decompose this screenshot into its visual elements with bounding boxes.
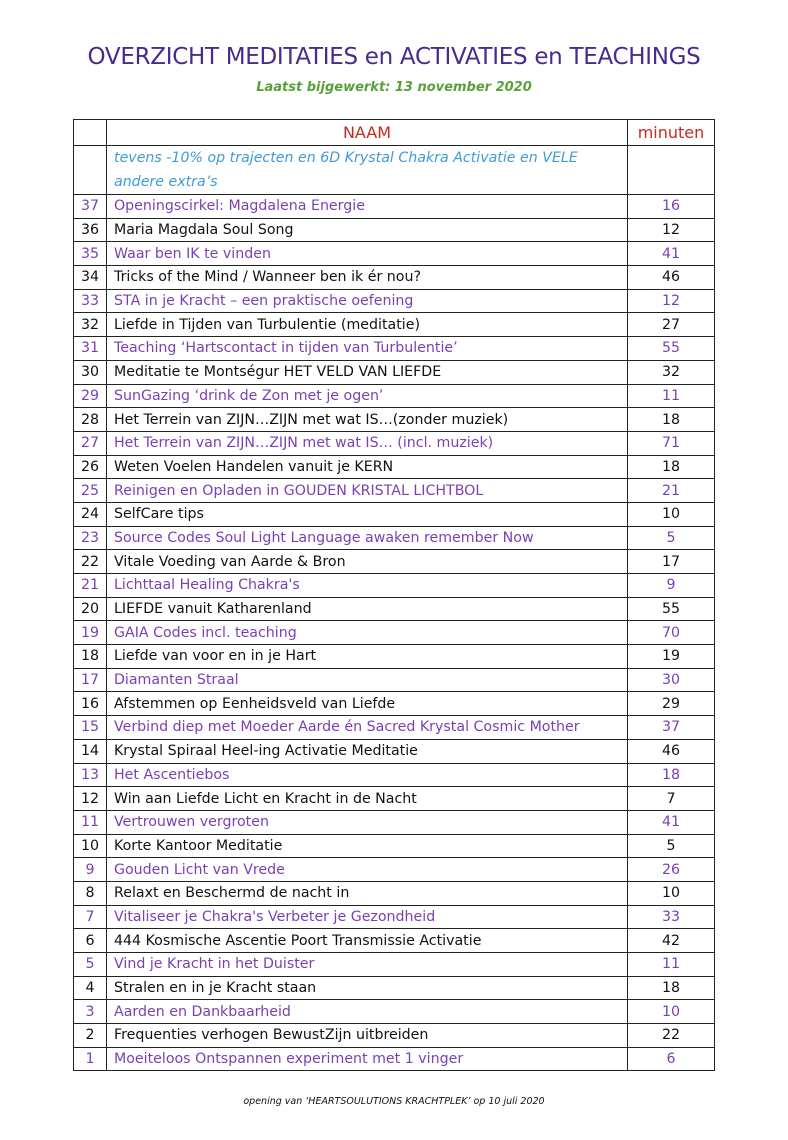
table-row <box>74 289 715 313</box>
row-minutes: 18 <box>628 763 715 787</box>
row-minutes: 10 <box>628 502 715 526</box>
header-name: NAAM <box>107 120 628 146</box>
row-number: 23 <box>74 526 107 550</box>
row-name: Diamanten Straal <box>107 668 628 692</box>
row-minutes: 30 <box>628 668 715 692</box>
row-number: 4 <box>74 976 107 1000</box>
table-row <box>74 597 715 621</box>
row-number: 15 <box>74 716 107 740</box>
table-row <box>74 384 715 408</box>
row-minutes: 32 <box>628 360 715 384</box>
row-name: Aarden en Dankbaarheid <box>107 1000 628 1024</box>
row-number: 22 <box>74 550 107 574</box>
row-number: 30 <box>74 360 107 384</box>
row-name: Source Codes Soul Light Language awaken remember Now <box>107 526 628 550</box>
table-row <box>74 337 715 361</box>
table-row <box>74 242 715 266</box>
row-minutes: 33 <box>628 905 715 929</box>
row-minutes: 70 <box>628 621 715 645</box>
row-name: Korte Kantoor Meditatie <box>107 834 628 858</box>
row-minutes: 18 <box>628 976 715 1000</box>
note-num <box>74 146 107 195</box>
row-minutes: 16 <box>628 195 715 219</box>
row-name: Stralen en in je Kracht staan <box>107 976 628 1000</box>
row-number: 17 <box>74 668 107 692</box>
row-number: 31 <box>74 337 107 361</box>
page-title: OVERZICHT MEDITATIES en ACTIVATIES en TEACHINGS <box>87 44 701 70</box>
row-number: 20 <box>74 597 107 621</box>
row-minutes: 12 <box>628 218 715 242</box>
row-name: Liefde in Tijden van Turbulentie (meditatie) <box>107 313 628 337</box>
row-minutes: 55 <box>628 337 715 361</box>
row-name: Reinigen en Opladen in GOUDEN KRISTAL LICHTBOL <box>107 479 628 503</box>
note-minutes <box>628 146 715 195</box>
table-row <box>74 810 715 834</box>
row-name: Frequenties verhogen BewustZijn uitbreiden <box>107 1024 628 1048</box>
row-minutes: 18 <box>628 455 715 479</box>
row-number: 2 <box>74 1024 107 1048</box>
row-number: 25 <box>74 479 107 503</box>
row-minutes: 10 <box>628 881 715 905</box>
row-minutes: 19 <box>628 645 715 669</box>
table-row <box>74 313 715 337</box>
row-name: Afstemmen op Eenheidsveld van Liefde <box>107 692 628 716</box>
row-name: GAIA Codes incl. teaching <box>107 621 628 645</box>
meditations-table <box>73 119 715 1071</box>
row-number: 28 <box>74 408 107 432</box>
table-row <box>74 929 715 953</box>
table-row <box>74 739 715 763</box>
row-name: Verbind diep met Moeder Aarde én Sacred Krystal Cosmic Mother <box>107 716 628 740</box>
row-minutes: 21 <box>628 479 715 503</box>
row-number: 16 <box>74 692 107 716</box>
row-number: 7 <box>74 905 107 929</box>
table-row <box>74 218 715 242</box>
table-row <box>74 502 715 526</box>
row-number: 32 <box>74 313 107 337</box>
row-minutes: 5 <box>628 834 715 858</box>
row-number: 29 <box>74 384 107 408</box>
row-minutes: 11 <box>628 384 715 408</box>
row-minutes: 29 <box>628 692 715 716</box>
table-row <box>74 360 715 384</box>
row-name: Relaxt en Beschermd de nacht in <box>107 881 628 905</box>
row-number: 37 <box>74 195 107 219</box>
table-row <box>74 195 715 219</box>
row-minutes: 42 <box>628 929 715 953</box>
row-number: 33 <box>74 289 107 313</box>
table-row <box>74 431 715 455</box>
row-name: Het Terrein van ZIJN…ZIJN met wat IS… (incl. muziek) <box>107 431 628 455</box>
header-minutes: minuten <box>628 120 715 146</box>
row-minutes: 22 <box>628 1024 715 1048</box>
row-name: Vitaliseer je Chakra's Verbeter je Gezondheid <box>107 905 628 929</box>
row-name: Vitale Voeding van Aarde & Bron <box>107 550 628 574</box>
row-number: 19 <box>74 621 107 645</box>
row-number: 1 <box>74 1047 107 1071</box>
row-number: 27 <box>74 431 107 455</box>
table-row <box>74 763 715 787</box>
row-number: 5 <box>74 953 107 977</box>
table-row <box>74 716 715 740</box>
row-name: Waar ben IK te vinden <box>107 242 628 266</box>
row-name: LIEFDE vanuit Katharenland <box>107 597 628 621</box>
row-number: 36 <box>74 218 107 242</box>
row-name: Win aan Liefde Licht en Kracht in de Nacht <box>107 787 628 811</box>
table-row <box>74 266 715 290</box>
row-minutes: 5 <box>628 526 715 550</box>
row-number: 14 <box>74 739 107 763</box>
row-minutes: 10 <box>628 1000 715 1024</box>
row-minutes: 41 <box>628 810 715 834</box>
row-name: STA in je Kracht – een praktische oefening <box>107 289 628 313</box>
row-minutes: 41 <box>628 242 715 266</box>
row-name: Openingscirkel: Magdalena Energie <box>107 195 628 219</box>
table-row <box>74 455 715 479</box>
table-row <box>74 621 715 645</box>
table-row <box>74 881 715 905</box>
row-name: Meditatie te Montségur HET VELD VAN LIEFDE <box>107 360 628 384</box>
row-number: 24 <box>74 502 107 526</box>
row-minutes: 71 <box>628 431 715 455</box>
row-name: Het Ascentiebos <box>107 763 628 787</box>
row-number: 12 <box>74 787 107 811</box>
table-row <box>74 787 715 811</box>
table-row <box>74 526 715 550</box>
table-row <box>74 645 715 669</box>
row-minutes: 9 <box>628 574 715 598</box>
row-minutes: 37 <box>628 716 715 740</box>
row-number: 11 <box>74 810 107 834</box>
row-name: SelfCare tips <box>107 502 628 526</box>
row-number: 26 <box>74 455 107 479</box>
row-name: Moeiteloos Ontspannen experiment met 1 vinger <box>107 1047 628 1071</box>
row-minutes: 11 <box>628 953 715 977</box>
row-name: Liefde van voor en in je Hart <box>107 645 628 669</box>
table-row <box>74 953 715 977</box>
row-minutes: 26 <box>628 858 715 882</box>
row-number: 13 <box>74 763 107 787</box>
table-row <box>74 1000 715 1024</box>
row-name: Gouden Licht van Vrede <box>107 858 628 882</box>
row-name: Vind je Kracht in het Duister <box>107 953 628 977</box>
table-row <box>74 692 715 716</box>
row-name: Vertrouwen vergroten <box>107 810 628 834</box>
row-minutes: 6 <box>628 1047 715 1071</box>
row-minutes: 27 <box>628 313 715 337</box>
row-number: 6 <box>74 929 107 953</box>
table-row <box>74 668 715 692</box>
row-number: 10 <box>74 834 107 858</box>
table-row <box>74 976 715 1000</box>
table-header-row <box>74 120 715 146</box>
row-minutes: 17 <box>628 550 715 574</box>
note-row <box>74 146 715 195</box>
row-minutes: 55 <box>628 597 715 621</box>
row-name: SunGazing ‘drink de Zon met je ogen’ <box>107 384 628 408</box>
table-row <box>74 1024 715 1048</box>
row-number: 3 <box>74 1000 107 1024</box>
row-name: 444 Kosmische Ascentie Poort Transmissie Activatie <box>107 929 628 953</box>
table-row <box>74 858 715 882</box>
row-name: Teaching ‘Hartscontact in tijden van Turbulentie’ <box>107 337 628 361</box>
last-updated: Laatst bijgewerkt: 13 november 2020 <box>256 80 532 95</box>
header-num <box>74 120 107 146</box>
row-name: Tricks of the Mind / Wanneer ben ik ér nou? <box>107 266 628 290</box>
row-number: 9 <box>74 858 107 882</box>
row-name: Krystal Spiraal Heel-ing Activatie Meditatie <box>107 739 628 763</box>
table-row <box>74 1047 715 1071</box>
table-row <box>74 479 715 503</box>
row-number: 8 <box>74 881 107 905</box>
row-minutes: 12 <box>628 289 715 313</box>
row-number: 21 <box>74 574 107 598</box>
row-number: 34 <box>74 266 107 290</box>
table-row <box>74 834 715 858</box>
table-row <box>74 550 715 574</box>
table-row <box>74 408 715 432</box>
row-minutes: 46 <box>628 266 715 290</box>
table-row <box>74 574 715 598</box>
row-name: Weten Voelen Handelen vanuit je KERN <box>107 455 628 479</box>
row-minutes: 18 <box>628 408 715 432</box>
table-row <box>74 905 715 929</box>
row-minutes: 7 <box>628 787 715 811</box>
row-number: 18 <box>74 645 107 669</box>
row-name: Maria Magdala Soul Song <box>107 218 628 242</box>
footer-note: opening van ‘HEARTSOULUTIONS KRACHTPLEK’ op 10 juli 2020 <box>243 1096 545 1107</box>
row-minutes: 46 <box>628 739 715 763</box>
row-name: Het Terrein van ZIJN…ZIJN met wat IS…(zonder muziek) <box>107 408 628 432</box>
row-number: 35 <box>74 242 107 266</box>
note-text: tevens -10% op trajecten en 6D Krystal Chakra Activatie en VELE andere extra’s <box>107 146 628 195</box>
row-name: Lichttaal Healing Chakra's <box>107 574 628 598</box>
